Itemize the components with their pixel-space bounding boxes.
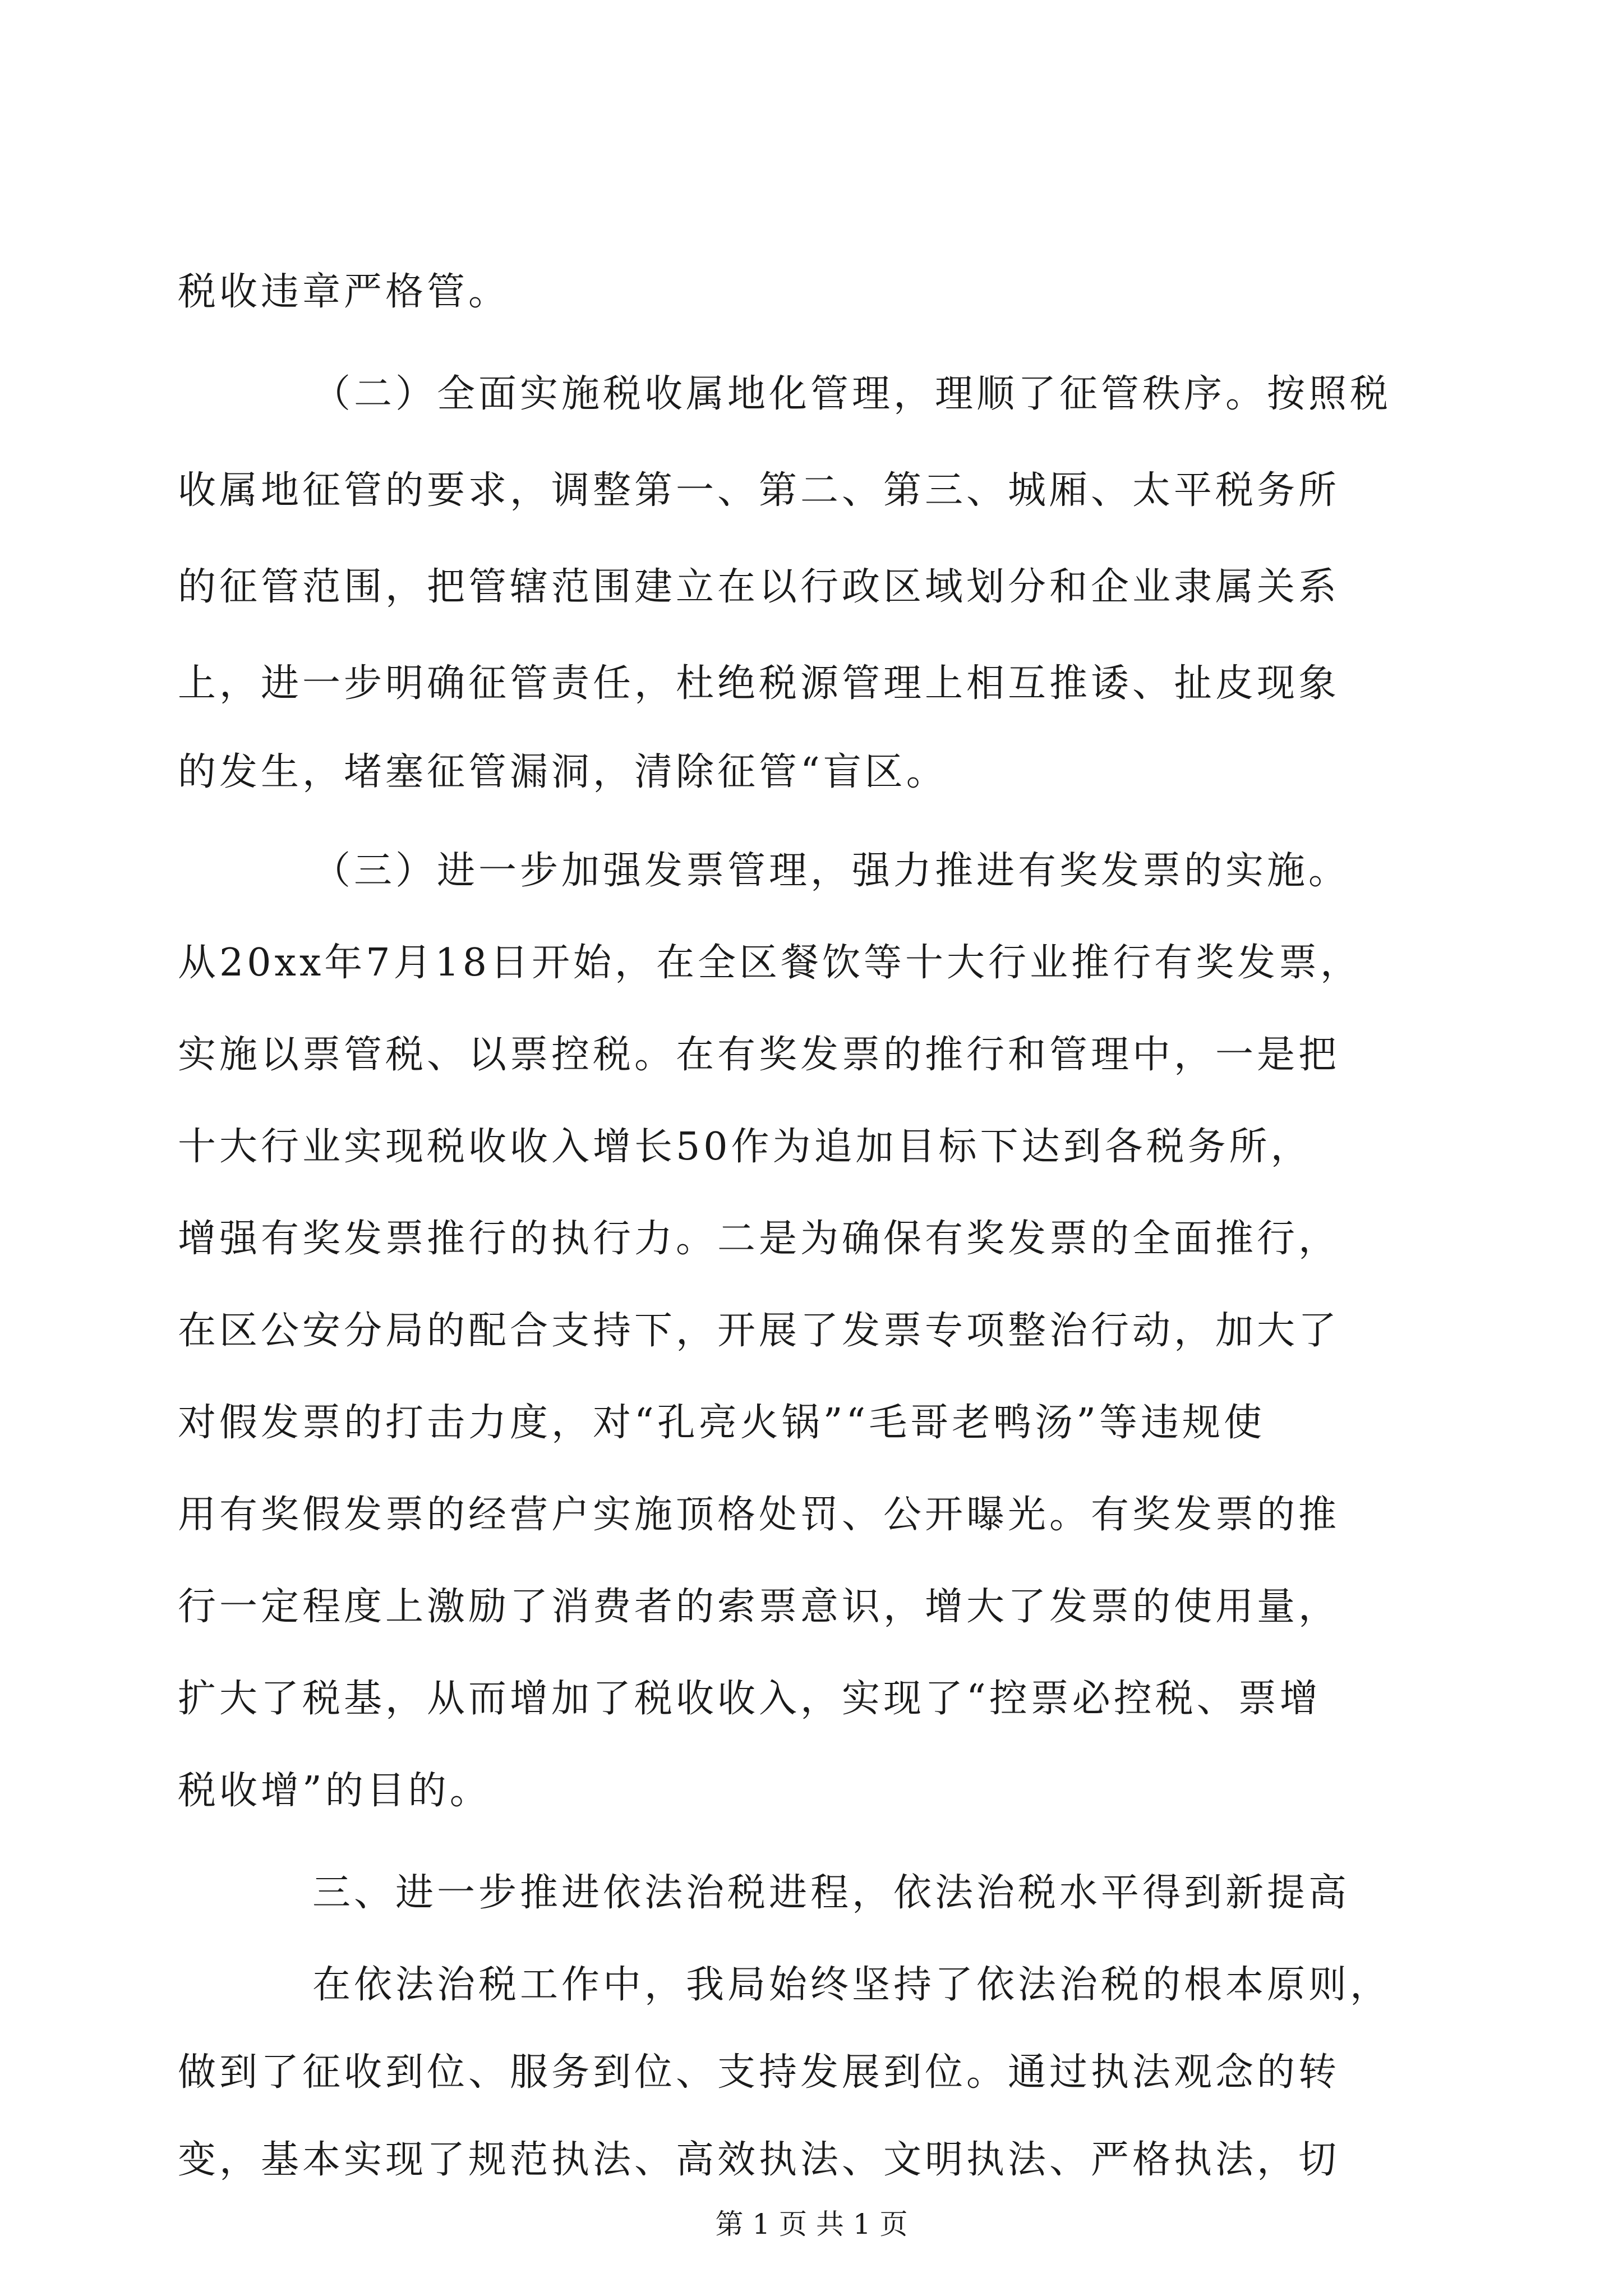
paragraph-first-line: （三）进一步加强发票管理，强力推进有奖发票的实施。	[312, 849, 1350, 893]
text-line: 对假发票的打击力度，对“孔亮火锅”“毛哥老鸭汤”等违规使	[178, 1401, 1266, 1445]
page-footer: 第 1 页 共 1 页	[715, 2208, 908, 2240]
text-line: 税收增”的目的。	[178, 1769, 491, 1813]
text-line: 上，进一步明确征管责任，杜绝税源管理上相互推诿、扯皮现象	[178, 661, 1340, 706]
paragraph-first-line: （二）全面实施税收属地化管理，理顺了征管秩序。按照税	[312, 372, 1392, 416]
text-line: 税收违章严格管。	[178, 270, 510, 314]
text-line: 变，基本实现了规范执法、高效执法、文明执法、严格执法，切	[178, 2138, 1340, 2182]
text-line: 行一定程度上激励了消费者的索票意识，增大了发票的使用量，	[178, 1585, 1340, 1629]
text-line: 实施以票管税、以票控税。在有奖发票的推行和管理中，一是把	[178, 1033, 1340, 1077]
paragraph-first-line: 在依法治税工作中，我局始终坚持了依法治税的根本原则，	[312, 1963, 1392, 2007]
section-heading: 三、进一步推进依法治税进程，依法治税水平得到新提高	[312, 1871, 1350, 1915]
text-line: 收属地征管的要求，调整第一、第二、第三、城厢、太平税务所	[178, 468, 1340, 513]
text-line: 的征管范围，把管辖范围建立在以行政区域划分和企业隶属关系	[178, 565, 1340, 609]
text-line: 做到了征收到位、服务到位、支持发展到位。通过执法观念的转	[178, 2050, 1340, 2095]
text-line: 用有奖假发票的经营户实施顶格处罚、公开曝光。有奖发票的推	[178, 1493, 1340, 1537]
text-line: 扩大了税基，从而增加了税收收入，实现了“控票必控税、票增	[178, 1677, 1321, 1721]
text-line: 增强有奖发票推行的执行力。二是为确保有奖发票的全面推行，	[178, 1217, 1340, 1261]
text-line: 在区公安分局的配合支持下，开展了发票专项整治行动，加大了	[178, 1309, 1340, 1353]
text-line: 从20xx年7月18日开始，在全区餐饮等十大行业推行有奖发票，	[178, 941, 1362, 985]
text-line: 的发生，堵塞征管漏洞，清除征管“盲区。	[178, 750, 948, 794]
text-line: 十大行业实现税收收入增长50作为追加目标下达到各税务所，	[178, 1125, 1312, 1169]
